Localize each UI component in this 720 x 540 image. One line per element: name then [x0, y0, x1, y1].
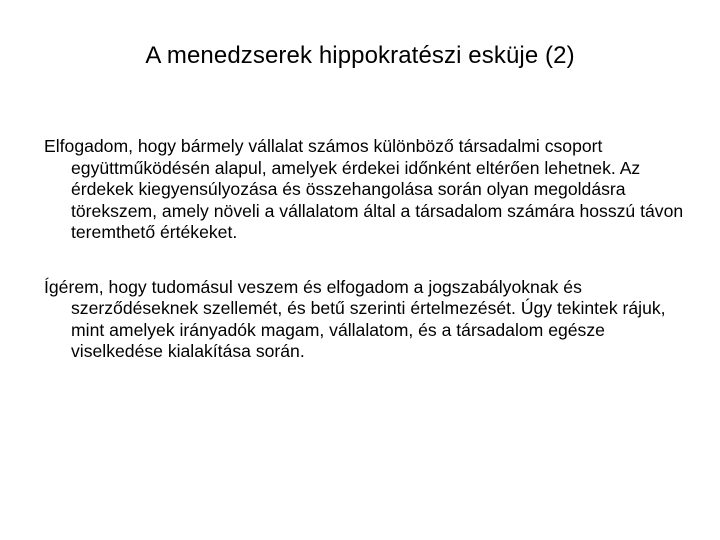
- slide-body: [44, 136, 694, 363]
- paragraph-promise: Ígérem, hogy tudomásul veszem és elfogadom a jogszabályoknak és szerződéseknek szellemét, és betű szerinti értelmezését. Úgy tekintek rájuk, mint amelyek irányadók magam, vállalatom, és a társadalom egésze viselkedése kialakítása során.: [44, 276, 666, 361]
- slide-title: A menedzserek hippokratészi esküje (2): [145, 42, 575, 69]
- paragraph-acceptance: Elfogadom, hogy bármely vállalat számos különböző társadalmi csoport együttműködésén alapul, amelyek érdekei időnként eltérően lehetnek. Az érdekek kiegyensúlyozása és összehangolása során olyan megoldásra törekszem, amely növeli a vállalatom által a társadalom számára hosszú távon teremthető értékeket.: [44, 136, 684, 242]
